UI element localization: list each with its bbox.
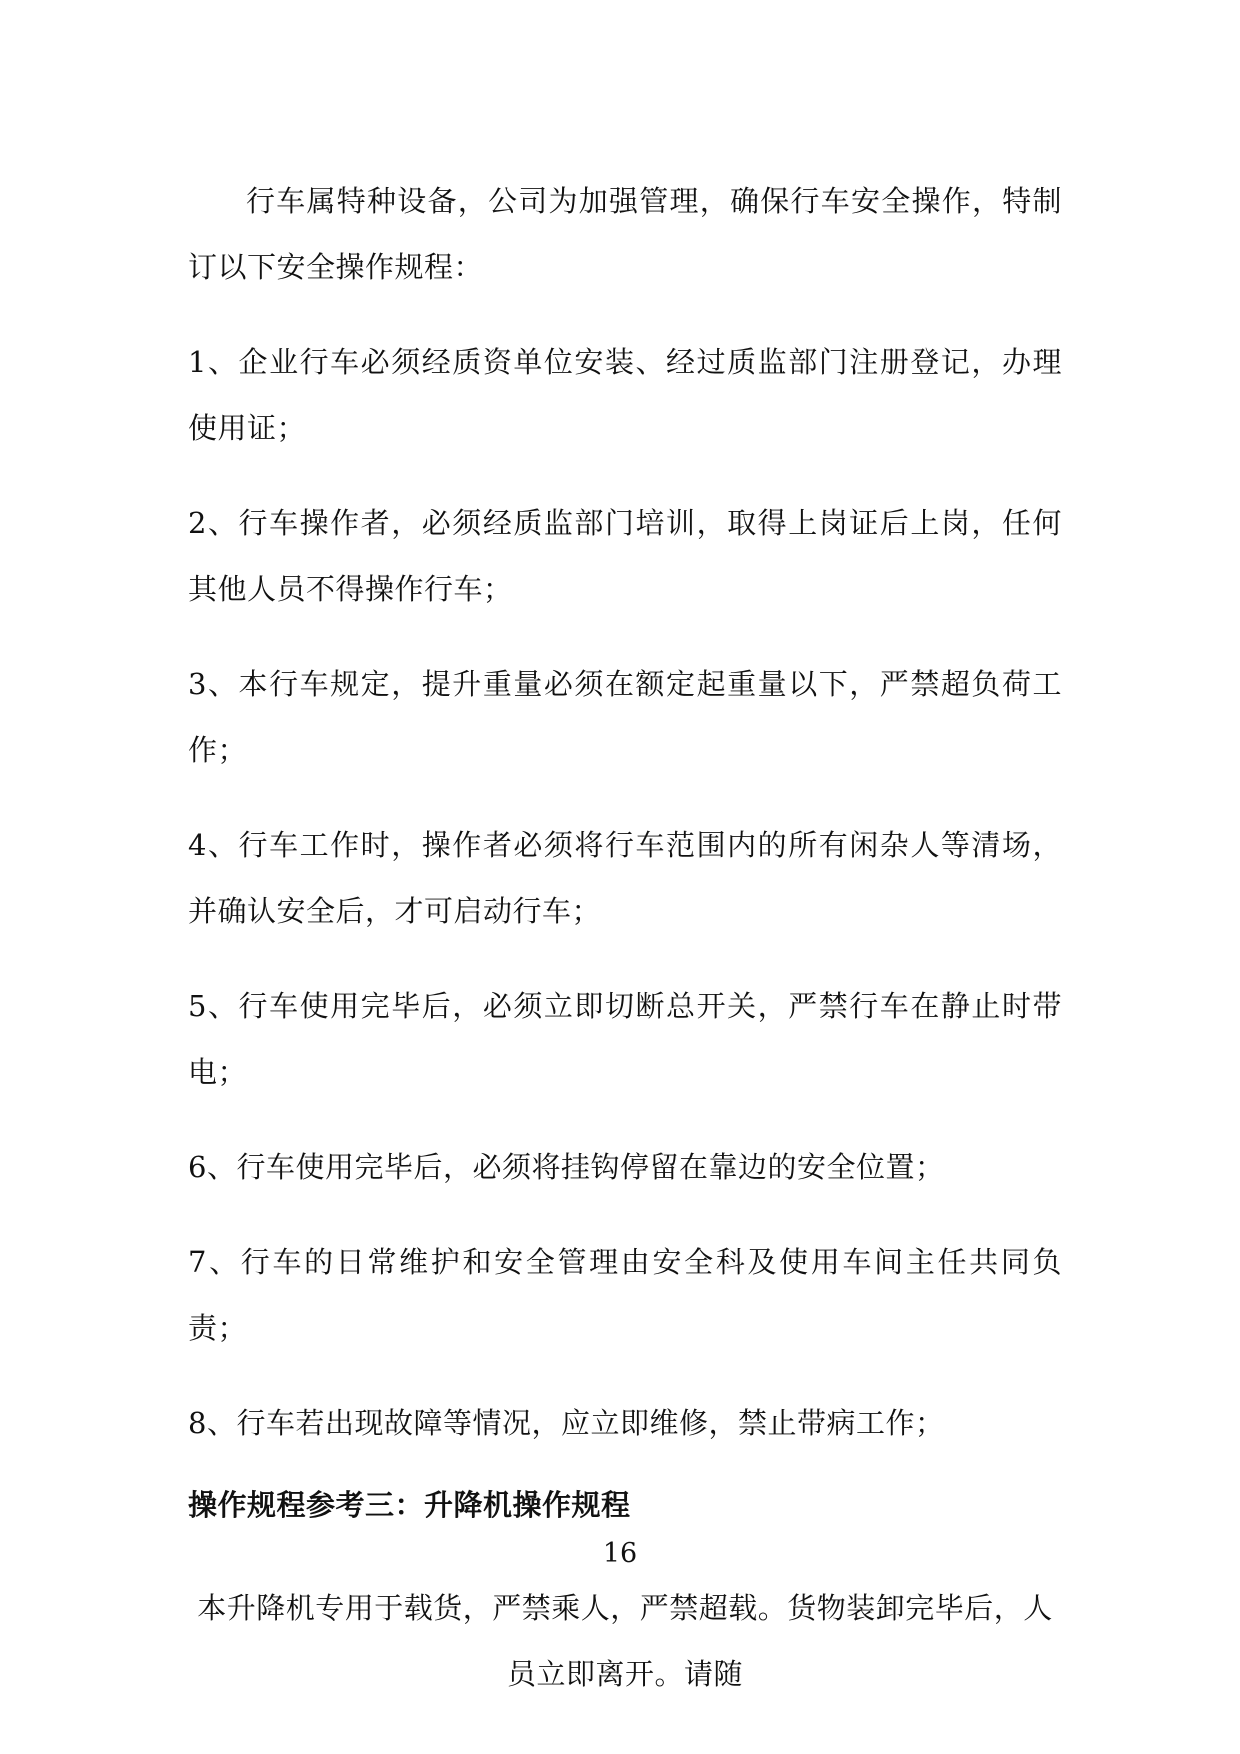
rule-item-4: 4、行车工作时，操作者必须将行车范围内的所有闲杂人等清场，并确认安全后，才可启动行车； xyxy=(188,828,1062,928)
rule-item-2: 2、行车操作者，必须经质监部门培训，取得上岗证后上岗，任何其他人员不得操作行车； xyxy=(188,506,1062,606)
section-heading: 操作规程参考三：升降机操作规程 xyxy=(188,1488,631,1522)
intro-paragraph: 行车属特种设备，公司为加强管理，确保行车安全操作，特制订以下安全操作规程： xyxy=(188,184,1062,284)
rule-item-7: 7、行车的日常维护和安全管理由安全科及使用车间主任共同负责； xyxy=(188,1245,1062,1345)
rule-item-3: 3、本行车规定，提升重量必须在额定起重量以下，严禁超负荷工作； xyxy=(188,667,1062,767)
rule-item-5: 5、行车使用完毕后，必须立即切断总开关，严禁行车在静止时带电； xyxy=(188,989,1062,1089)
rule-item-6: 6、行车使用完毕后，必须将挂钩停留在靠边的安全位置； xyxy=(188,1150,945,1184)
page-content xyxy=(188,168,1062,1707)
page-number: 16 xyxy=(602,1538,638,1569)
rule-item-1: 1、企业行车必须经质资单位安装、经过质监部门注册登记，办理使用证； xyxy=(188,345,1062,445)
section-paragraph: 本升降机专用于载货，严禁乘人，严禁超载。货物装卸完毕后，人员立即离开。请随 xyxy=(197,1591,1053,1691)
rule-item-8: 8、行车若出现故障等情况，应立即维修，禁止带病工作； xyxy=(188,1406,945,1440)
